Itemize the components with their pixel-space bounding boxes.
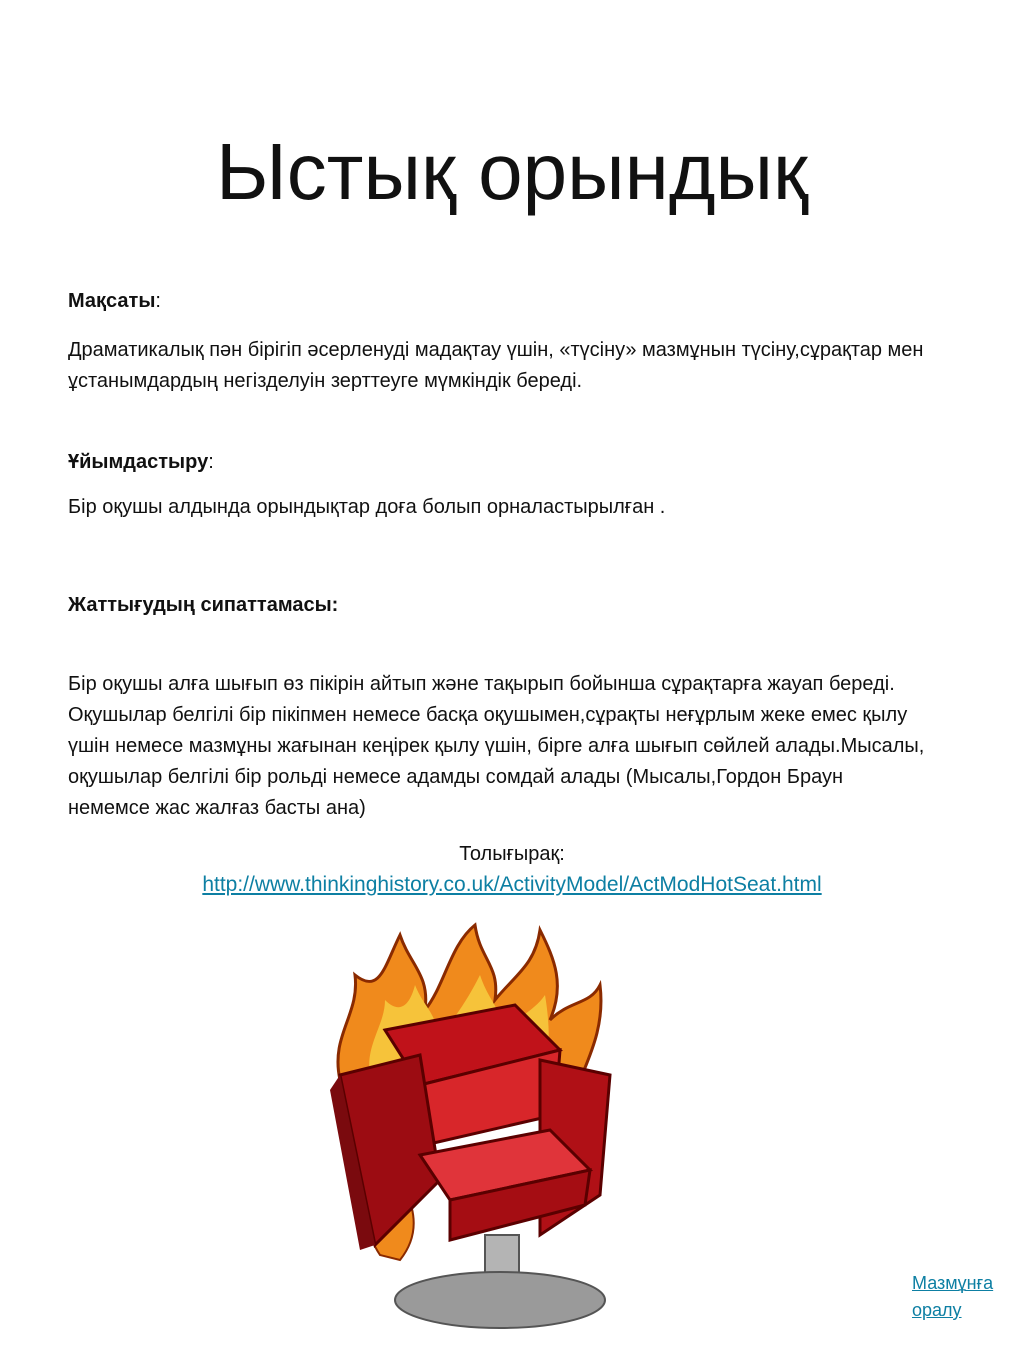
goal-text: Драматикалық пән бірігіп әсерленуді мадақтау үшін, «түсіну» мазмұнын түсіну,сұрақтар мен ұстанымдардың негізделуін зерттеуге мүмкіндік береді. <box>68 339 924 392</box>
description-text: Бір оқушы алға шығып өз пікірін айтып және тақырып бойынша сұрақтарға жауап береді. Оқушылар белгілі бір пікіпмен немесе басқа оқушымен,сұрақты неғұрлым жеке емес қылу үшін немесе мазмұны жағынан кеңірек қылу үшін, бірге алға шығып сөйлей алады.Мысалы, оқушылар белгілі бір рольді немесе адамды сомдай алады (Мысалы,Гордон Браун немемсе жас жалғаз басты ана) <box>68 673 925 819</box>
organization-heading: Ұйымдастыру: <box>68 451 214 473</box>
chair-base <box>395 1272 605 1328</box>
reference-link[interactable]: http://www.thinkinghistory.co.uk/ActivityModel/ActModHotSeat.html <box>202 873 822 896</box>
page-title: Ыстық орындық <box>215 127 809 216</box>
hot-seat-chair-icon <box>300 905 660 1345</box>
more-label: Толығырақ: <box>459 843 565 865</box>
description-heading: Жаттығудың сипаттамасы: <box>68 594 339 616</box>
organization-text: Бір оқушы алдында орындықтар доға болып орналастырылған . <box>68 496 666 518</box>
goal-heading: Мақсаты: <box>68 290 161 312</box>
back-to-contents-link[interactable]: Мазмұнға оралу <box>912 1273 994 1320</box>
